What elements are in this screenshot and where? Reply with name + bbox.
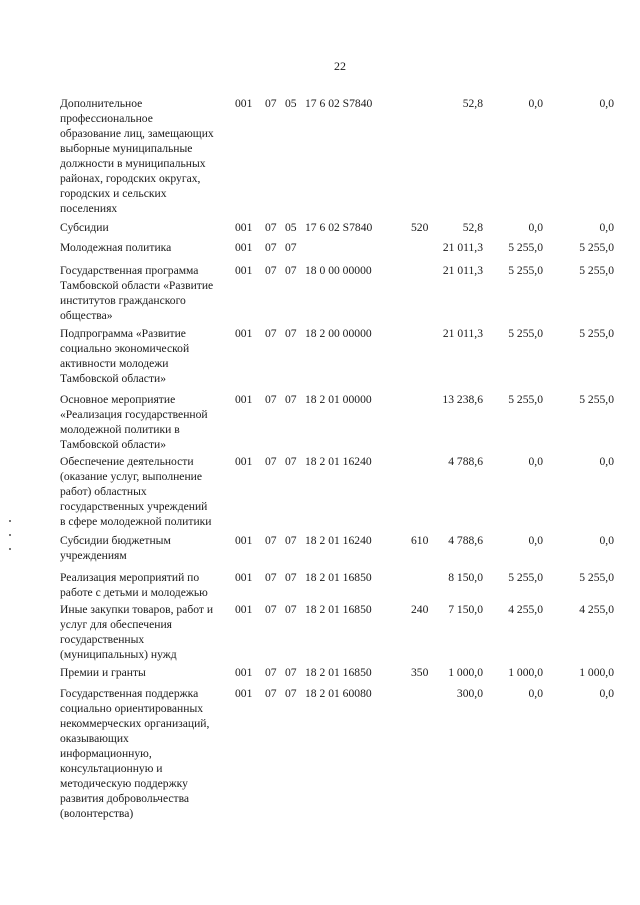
amount-year-2: 0,0 xyxy=(528,534,543,547)
row-name: Основное мероприятие «Реализация государственной молодежной политики в Тамбовской области» xyxy=(60,393,208,451)
code-ministry: 001 xyxy=(235,666,253,679)
amount-year-1: 300,0 xyxy=(456,687,483,700)
code-ministry: 001 xyxy=(235,603,253,616)
row-name: Государственная поддержка социально ориентированных некоммерческих организаций, оказывающих информационную, консультационную и методическую поддержку развития добровольчества (волонтерства) xyxy=(60,687,210,820)
code-ministry: 001 xyxy=(235,534,253,547)
code-target-article: 18 2 01 16850 xyxy=(305,603,372,616)
row-name: Реализация мероприятий по работе с детьми и молодежью xyxy=(60,571,208,599)
code-subsection: 07 xyxy=(285,687,297,700)
row-name: Молодежная политика xyxy=(60,241,172,254)
amount-year-3: 0,0 xyxy=(599,534,614,547)
code-target-article: 18 2 01 16240 xyxy=(305,534,372,547)
amount-year-3: 0,0 xyxy=(599,455,614,468)
code-section: 07 xyxy=(265,264,277,277)
code-target-article: 18 2 01 00000 xyxy=(305,393,372,406)
amount-year-1: 4 788,6 xyxy=(448,455,483,468)
row-name: Дополнительное профессиональное образование лиц, замещающих выборные муниципальные должности в муниципальных районах, городских округах, городских и сельских поселениях xyxy=(60,97,214,215)
row-codes xyxy=(235,686,441,701)
code-subsection: 05 xyxy=(285,97,297,110)
code-expense-type: 520 xyxy=(411,221,429,234)
code-section: 07 xyxy=(265,534,277,547)
code-section: 07 xyxy=(265,241,277,254)
row-codes xyxy=(235,533,441,548)
code-target-article: 17 6 02 S7840 xyxy=(305,97,373,110)
amount-year-1: 52,8 xyxy=(462,97,483,110)
code-subsection: 07 xyxy=(285,666,297,679)
row-codes xyxy=(235,665,441,680)
amount-year-2: 5 255,0 xyxy=(508,327,543,340)
code-target-article: 18 2 01 16240 xyxy=(305,455,372,468)
amount-year-3: 0,0 xyxy=(599,221,614,234)
code-expense-type: 610 xyxy=(411,534,429,547)
amount-year-2: 0,0 xyxy=(528,97,543,110)
code-ministry: 001 xyxy=(235,221,253,234)
code-section: 07 xyxy=(265,393,277,406)
amount-year-2: 0,0 xyxy=(528,687,543,700)
code-subsection: 07 xyxy=(285,571,297,584)
row-codes xyxy=(235,96,441,111)
code-subsection: 07 xyxy=(285,393,297,406)
code-subsection: 05 xyxy=(285,221,297,234)
code-section: 07 xyxy=(265,455,277,468)
scan-mark xyxy=(9,548,11,550)
amount-year-1: 7 150,0 xyxy=(448,603,483,616)
code-subsection: 07 xyxy=(285,241,297,254)
code-section: 07 xyxy=(265,666,277,679)
code-target-article: 18 2 01 60080 xyxy=(305,687,372,700)
code-ministry: 001 xyxy=(235,97,253,110)
code-ministry: 001 xyxy=(235,571,253,584)
amount-year-1: 52,8 xyxy=(462,221,483,234)
row-name: Подпрограмма «Развитие социально экономической активности молодежи Тамбовской области» xyxy=(60,327,190,385)
amount-year-1: 4 788,6 xyxy=(448,534,483,547)
amount-year-3: 0,0 xyxy=(599,687,614,700)
row-codes xyxy=(235,392,441,407)
page-number: 22 xyxy=(334,59,346,73)
amount-year-3: 5 255,0 xyxy=(579,241,614,254)
code-subsection: 07 xyxy=(285,264,297,277)
amount-year-1: 21 011,3 xyxy=(442,327,483,340)
code-ministry: 001 xyxy=(235,687,253,700)
row-codes xyxy=(235,602,441,617)
row-name: Обеспечение деятельности (оказание услуг, выполнение работ) областных государственных учреждений в сфере молодежной политики xyxy=(60,455,212,528)
code-expense-type: 350 xyxy=(411,666,429,679)
code-target-article: 18 2 01 16850 xyxy=(305,666,372,679)
code-target-article: 17 6 02 S7840 xyxy=(305,221,373,234)
code-subsection: 07 xyxy=(285,327,297,340)
amount-year-3: 0,0 xyxy=(599,97,614,110)
amount-year-3: 5 255,0 xyxy=(579,327,614,340)
code-subsection: 07 xyxy=(285,455,297,468)
row-name: Премии и гранты xyxy=(60,666,146,679)
row-codes xyxy=(235,570,441,585)
code-ministry: 001 xyxy=(235,241,253,254)
amount-year-1: 21 011,3 xyxy=(442,241,483,254)
row-codes xyxy=(235,263,441,278)
code-section: 07 xyxy=(265,687,277,700)
amount-year-2: 5 255,0 xyxy=(508,241,543,254)
code-subsection: 07 xyxy=(285,534,297,547)
code-ministry: 001 xyxy=(235,393,253,406)
code-expense-type: 240 xyxy=(411,603,429,616)
row-name: Субсидии бюджетным учреждениям xyxy=(60,534,171,562)
code-subsection: 07 xyxy=(285,603,297,616)
code-section: 07 xyxy=(265,327,277,340)
code-target-article: 18 2 00 00000 xyxy=(305,327,372,340)
code-ministry: 001 xyxy=(235,327,253,340)
code-section: 07 xyxy=(265,571,277,584)
row-codes xyxy=(235,240,441,255)
amount-year-1: 13 238,6 xyxy=(442,393,483,406)
code-target-article: 18 0 00 00000 xyxy=(305,264,372,277)
row-codes xyxy=(235,220,441,235)
amount-year-2: 1 000,0 xyxy=(508,666,543,679)
row-name: Субсидии xyxy=(60,221,109,234)
amount-year-2: 5 255,0 xyxy=(508,393,543,406)
row-name: Государственная программа Тамбовской области «Развитие институтов гражданского общества» xyxy=(60,264,214,322)
amount-year-2: 0,0 xyxy=(528,221,543,234)
amount-year-3: 5 255,0 xyxy=(579,571,614,584)
amount-year-2: 4 255,0 xyxy=(508,603,543,616)
row-name: Иные закупки товаров, работ и услуг для обеспечения государственных (муниципальных) нужд xyxy=(60,603,214,661)
amount-year-3: 4 255,0 xyxy=(579,603,614,616)
code-target-article: 18 2 01 16850 xyxy=(305,571,372,584)
code-ministry: 001 xyxy=(235,264,253,277)
code-section: 07 xyxy=(265,603,277,616)
scan-mark xyxy=(9,520,11,522)
amount-year-2: 5 255,0 xyxy=(508,571,543,584)
amount-year-1: 8 150,0 xyxy=(448,571,483,584)
row-codes xyxy=(235,326,441,341)
amount-year-1: 1 000,0 xyxy=(448,666,483,679)
code-section: 07 xyxy=(265,221,277,234)
amount-year-3: 5 255,0 xyxy=(579,264,614,277)
amount-year-1: 21 011,3 xyxy=(442,264,483,277)
amount-year-2: 5 255,0 xyxy=(508,264,543,277)
code-section: 07 xyxy=(265,97,277,110)
scan-mark xyxy=(9,534,11,536)
code-ministry: 001 xyxy=(235,455,253,468)
amount-year-3: 1 000,0 xyxy=(579,666,614,679)
amount-year-3: 5 255,0 xyxy=(579,393,614,406)
row-codes xyxy=(235,454,441,469)
amount-year-2: 0,0 xyxy=(528,455,543,468)
